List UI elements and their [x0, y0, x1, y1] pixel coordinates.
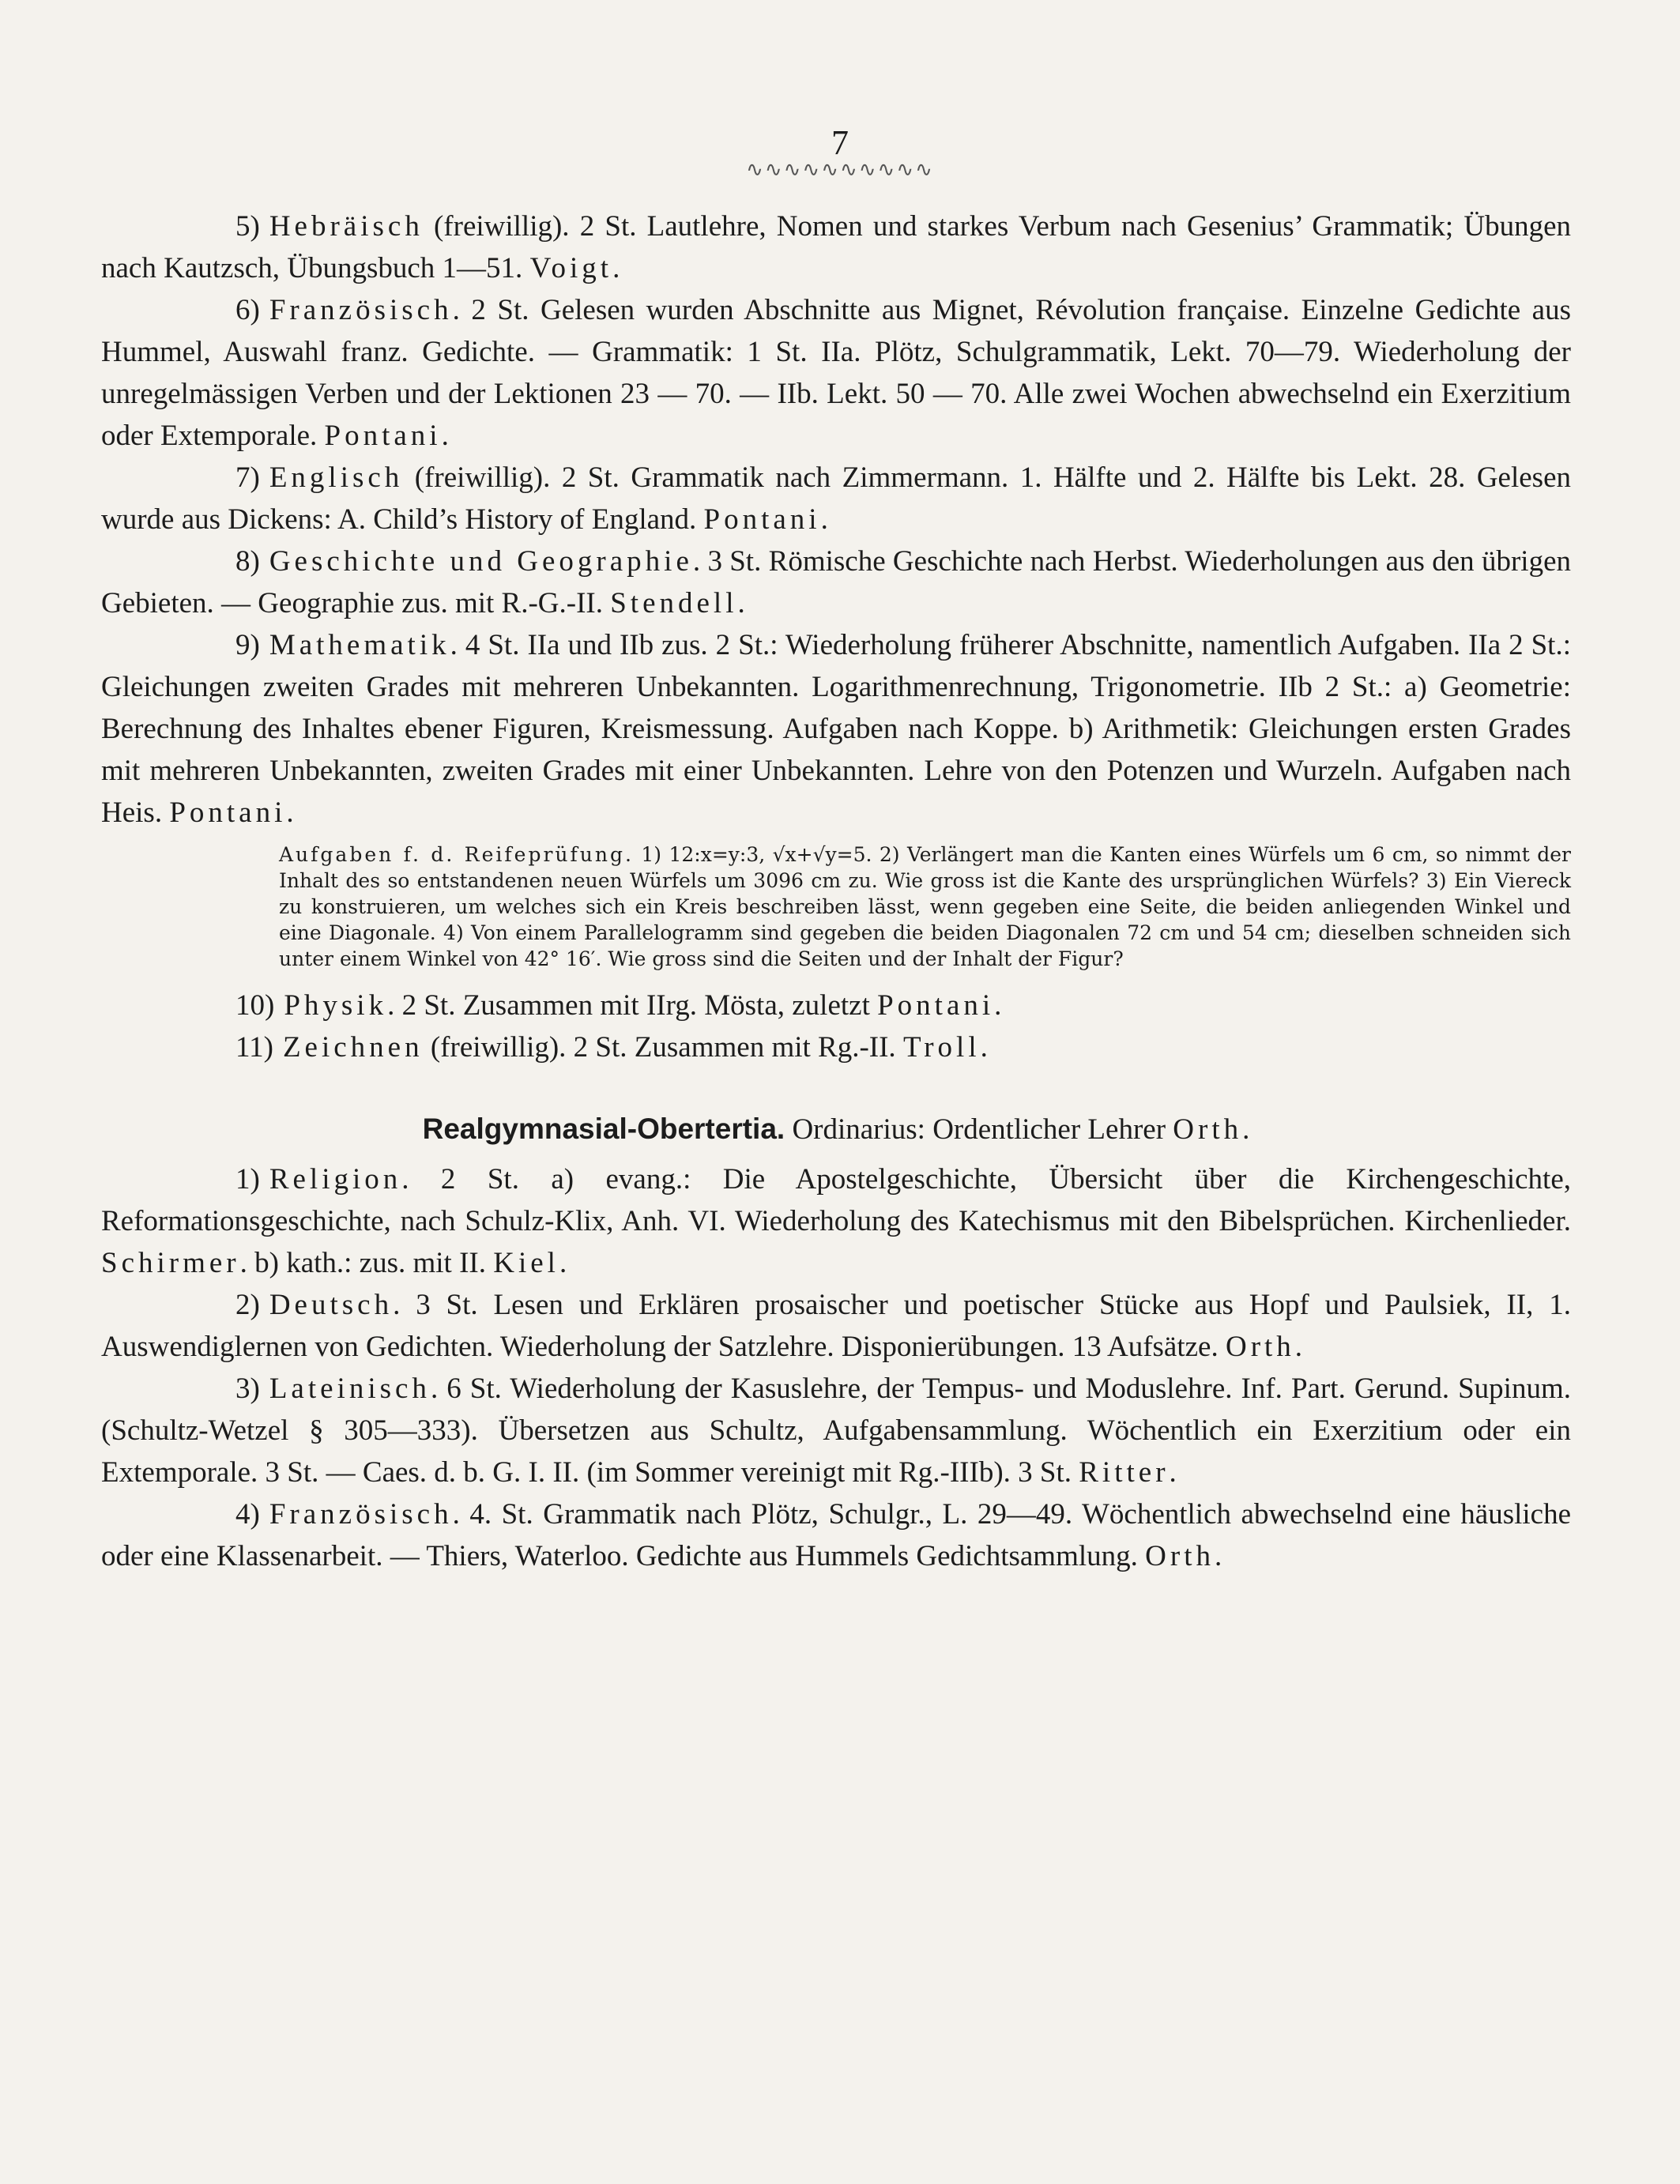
subject-number: 8)	[235, 545, 260, 578]
subject-name: Französisch	[269, 1498, 453, 1531]
subject-name: Deutsch	[269, 1289, 394, 1321]
teacher-name: Orth	[1225, 1331, 1295, 1363]
subject-tail: .	[994, 989, 1002, 1022]
teacher-name: Ritter	[1079, 1456, 1170, 1489]
subject-name: Französisch	[269, 294, 453, 326]
subject-tail: .	[441, 420, 449, 452]
subject-paragraph	[101, 1158, 1571, 1284]
subject-text: . 6 St. Wiederholung der Kasuslehre, der Tempus- und Moduslehre. Inf. Part. Gerund. Supinum. (Schultz-Wetzel § 305—333). Übersetzen aus Schultz, Aufgabensammlung. Wöchentlich ein Exerzitium oder ein Extemporale. 3 St. — Caes. d. b. G. I. II. (im Sommer vereinigt mit Rg.-IIIb). 3 St.	[101, 1373, 1571, 1489]
page-number: 7	[831, 123, 849, 162]
subject-number: 1)	[235, 1163, 260, 1196]
subject-number: 5)	[235, 210, 260, 243]
exam-tasks-note	[279, 842, 1571, 972]
subject-text: . 3 St. Lesen und Erklären prosaischer und poetischer Stücke aus Hopf und Paulsiek, II, 1. Auswendiglernen von Gedichten. Wiederholung der Satzlehre. Disponierübungen. 13 Aufsätze.	[101, 1289, 1571, 1363]
subject-text: (freiwillig). 2 St. Grammatik nach Zimmermann. 1. Hälfte und 2. Hälfte bis Lekt. 28. Gelesen wurde aus Dickens: A. Child’s History of England.	[101, 461, 1571, 536]
teacher-name: Pontani	[703, 503, 821, 536]
section-obertertia	[101, 1158, 1571, 1577]
subject-tail: .	[559, 1247, 567, 1279]
teacher-name: Troll	[902, 1031, 981, 1064]
subject-paragraph	[101, 985, 1571, 1026]
section-upper-continued	[101, 985, 1571, 1068]
teacher-name: Kiel	[493, 1247, 559, 1279]
heading-title: Realgymnasial-Obertertia.	[422, 1113, 785, 1145]
subject-number: 7)	[235, 461, 260, 494]
subject-text: . 2 St. Zusammen mit IIrg. Mösta, zuletzt	[387, 989, 878, 1022]
subject-tail: . b) kath.: zus. mit II.	[239, 1247, 494, 1279]
subject-text: . 3 St. Römische Geschichte nach Herbst. Wiederholungen aus den übrigen Gebieten. — Geographie zus. mit R.-G.-II.	[101, 545, 1571, 619]
teacher-name: Orth	[1145, 1540, 1215, 1572]
subject-tail: .	[737, 587, 745, 619]
teacher-name: Voigt	[529, 252, 613, 284]
subject-name: Englisch	[269, 461, 404, 494]
subject-tail: .	[1169, 1456, 1177, 1489]
subject-paragraph	[101, 540, 1571, 624]
subject-tail: .	[1214, 1540, 1222, 1572]
subject-name: Religion	[269, 1163, 402, 1196]
subject-text: . 2 St. a) evang.: Die Apostelgeschichte, Übersicht über die Kirchengeschichte, Reformationsgeschichte, nach Schulz-Klix, Anh. VI. Wiederholung des Katechismus mit den Bibelsprüchen. Kirchenlieder.	[101, 1163, 1571, 1237]
subject-text: (freiwillig). 2 St. Lautlehre, Nomen und starkes Verbum nach Gesenius’ Grammatik; Übungen nach Kautzsch, Übungsbuch 1—51.	[101, 210, 1571, 284]
subject-paragraph	[101, 1284, 1571, 1368]
note-text: 1) 12:x=y:3, √x+√y=5. 2) Verlängert man die Kanten eines Würfels um 6 cm, so nimmt der Inhalt des so entstandenen neuen Würfels um 3096 cm zu. Wie gross ist die Kante des ursprünglichen Würfels? 3) Ein Viereck zu konstruieren, um welches sich ein Kreis beschreiben lässt, wenn gegeben eine Seite, die beiden anliegenden Winkel und eine Diagonale. 4) Von einem Parallelogramm sind gegeben die beiden Diagonalen 72 cm und 54 cm; dieselben schneiden sich unter einem Winkel von 42° 16′. Wie gross sind die Seiten und der Inhalt der Figur?	[279, 843, 1571, 970]
section-heading	[101, 1108, 1571, 1150]
subject-text: . 4. St. Grammatik nach Plötz, Schulgr., L. 29—49. Wöchentlich abwechselnd eine häusliche oder eine Klassenarbeit. — Thiers, Waterloo. Gedichte aus Hummels Gedichtsammlung.	[101, 1498, 1571, 1572]
subject-number: 2)	[235, 1289, 260, 1321]
subject-paragraph	[101, 205, 1571, 289]
subject-tail: .	[820, 503, 828, 536]
teacher-name: Pontani	[169, 796, 287, 829]
subject-text: . 2 St. Gelesen wurden Abschnitte aus Mignet, Révolution française. Einzelne Gedichte aus Hummel, Auswahl franz. Gedichte. — Grammatik: 1 St. IIa. Plötz, Schulgrammatik, Lekt. 70—79. Wiederholung der unregelmässigen Verben und der Lektionen 23 — 70. — IIb. Lekt. 50 — 70. Alle zwei Wochen abwechselnd ein Exerzitium oder Extemporale.	[101, 294, 1571, 452]
document-body	[101, 205, 1571, 1577]
subject-name: Zeichnen	[282, 1031, 424, 1064]
subject-paragraph	[101, 289, 1571, 457]
subject-number: 9)	[235, 629, 260, 661]
subject-paragraph	[101, 1026, 1571, 1068]
subject-text: . 4 St. IIa und IIb zus. 2 St.: Wiederholung früherer Abschnitte, namentlich Aufgaben. IIa 2 St.: Gleichungen zweiten Grades mit mehreren Unbekannten. Logarithmenrechnung, Trigonometrie. IIb 2 St.: a) Geometrie: Berechnung des Inhaltes ebener Figuren, Kreismessung. Aufgaben nach Koppe. b) Arithmetik: Gleichungen ersten Grades mit mehreren Unbekannten, zweiten Grades mit einer Unbekannten. Lehre von den Potenzen und Wurzeln. Aufgaben nach Heis.	[101, 629, 1571, 829]
note-label: Aufgaben f. d. Reifeprüfung.	[279, 843, 634, 866]
subject-tail: .	[1294, 1331, 1303, 1363]
subject-name: Physik	[284, 989, 388, 1022]
heading-tail: .	[1242, 1113, 1250, 1146]
teacher-name: Schirmer	[101, 1247, 240, 1279]
subject-number: 11)	[235, 1031, 273, 1064]
subject-number: 4)	[235, 1498, 260, 1531]
section-upper	[101, 205, 1571, 834]
subject-name: Hebräisch	[269, 210, 424, 243]
subject-tail: .	[612, 252, 620, 284]
heading-text: Ordinarius: Ordentlicher Lehrer	[785, 1113, 1173, 1146]
subject-paragraph	[101, 624, 1571, 834]
subject-tail: .	[980, 1031, 988, 1064]
ornament-rule: ∿∿∿∿∿∿∿∿∿∿	[746, 158, 934, 181]
subject-paragraph	[101, 457, 1571, 540]
subject-name: Geschichte und Geographie	[269, 545, 693, 578]
subject-paragraph	[101, 1368, 1571, 1493]
heading-teacher: Orth	[1173, 1113, 1243, 1146]
subject-number: 6)	[235, 294, 260, 326]
subject-number: 3)	[235, 1373, 260, 1405]
teacher-name: Stendell	[610, 587, 738, 619]
teacher-name: Pontani	[324, 420, 442, 452]
subject-name: Mathematik	[269, 629, 450, 661]
subject-paragraph	[101, 1493, 1571, 1577]
subject-tail: .	[286, 796, 294, 829]
subject-name: Lateinisch	[269, 1373, 431, 1405]
teacher-name: Pontani	[877, 989, 995, 1022]
subject-text: (freiwillig). 2 St. Zusammen mit Rg.-II.	[423, 1031, 903, 1064]
subject-number: 10)	[235, 989, 275, 1022]
